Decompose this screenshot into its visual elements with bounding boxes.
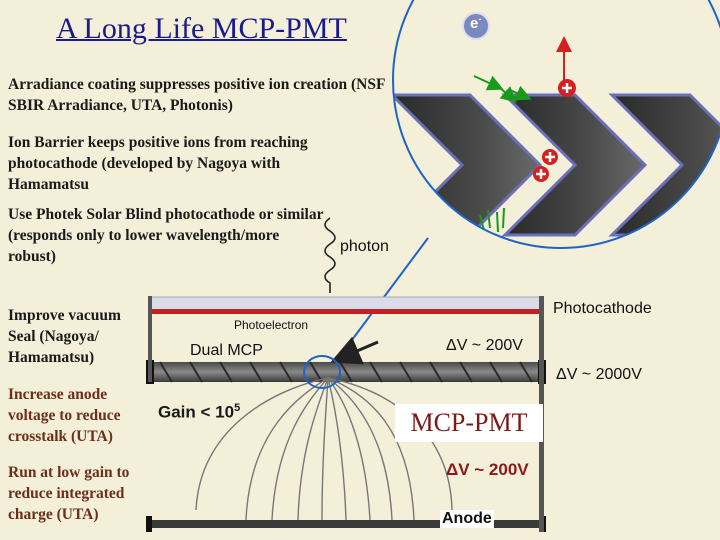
photocathode-layer — [150, 309, 542, 314]
dv-2000-label: ΔV ~ 2000V — [556, 366, 642, 383]
photon-label: photon — [340, 238, 389, 255]
photocathode-window — [150, 297, 542, 311]
ion-barrier-paragraph: Ion Barrier keeps positive ions from reaching photocathode (developed by Nagoya with Hamamatsu — [8, 134, 308, 193]
mcp-pmt-label: MCP-PMT — [395, 404, 543, 442]
photek-paragraph: Use Photek Solar Blind photocathode or similar (responds only to lower wavelength/more robust) — [8, 206, 324, 265]
gain-label: Gain < $10^5$ — [158, 402, 241, 422]
photoelectron-label: Photoelectron — [234, 318, 309, 332]
low-gain-paragraph: Run at low gain to reduce integrated charge (UTA) — [8, 464, 130, 523]
dv-200-label: ΔV ~ 200V — [446, 337, 523, 354]
photoelectron-arrow — [336, 342, 378, 360]
channel-magnified-view — [380, 0, 720, 260]
photon-wave — [325, 218, 335, 293]
photocathode-label: Photocathode — [553, 300, 652, 317]
slide-title: A Long Life MCP-PMT — [56, 12, 347, 45]
vacuum-paragraph: Improve vacuum Seal (Nagoya/ Hamamatsu) — [8, 307, 121, 366]
dual-mcp-label: Dual MCP — [190, 342, 263, 359]
dv-200-bottom-label: ΔV ~ 200V — [446, 460, 529, 479]
charge-cloud — [196, 378, 452, 520]
arradiance-paragraph: Arradiance coating suppresses positive ion creation (NSF SBIR Arradiance, UTA, Photonis) — [8, 76, 385, 114]
anode-label: Anode — [442, 510, 492, 527]
anode-voltage-paragraph: Increase anode voltage to reduce crosstalk (UTA) — [8, 386, 121, 445]
electron-label: e- — [470, 14, 482, 32]
